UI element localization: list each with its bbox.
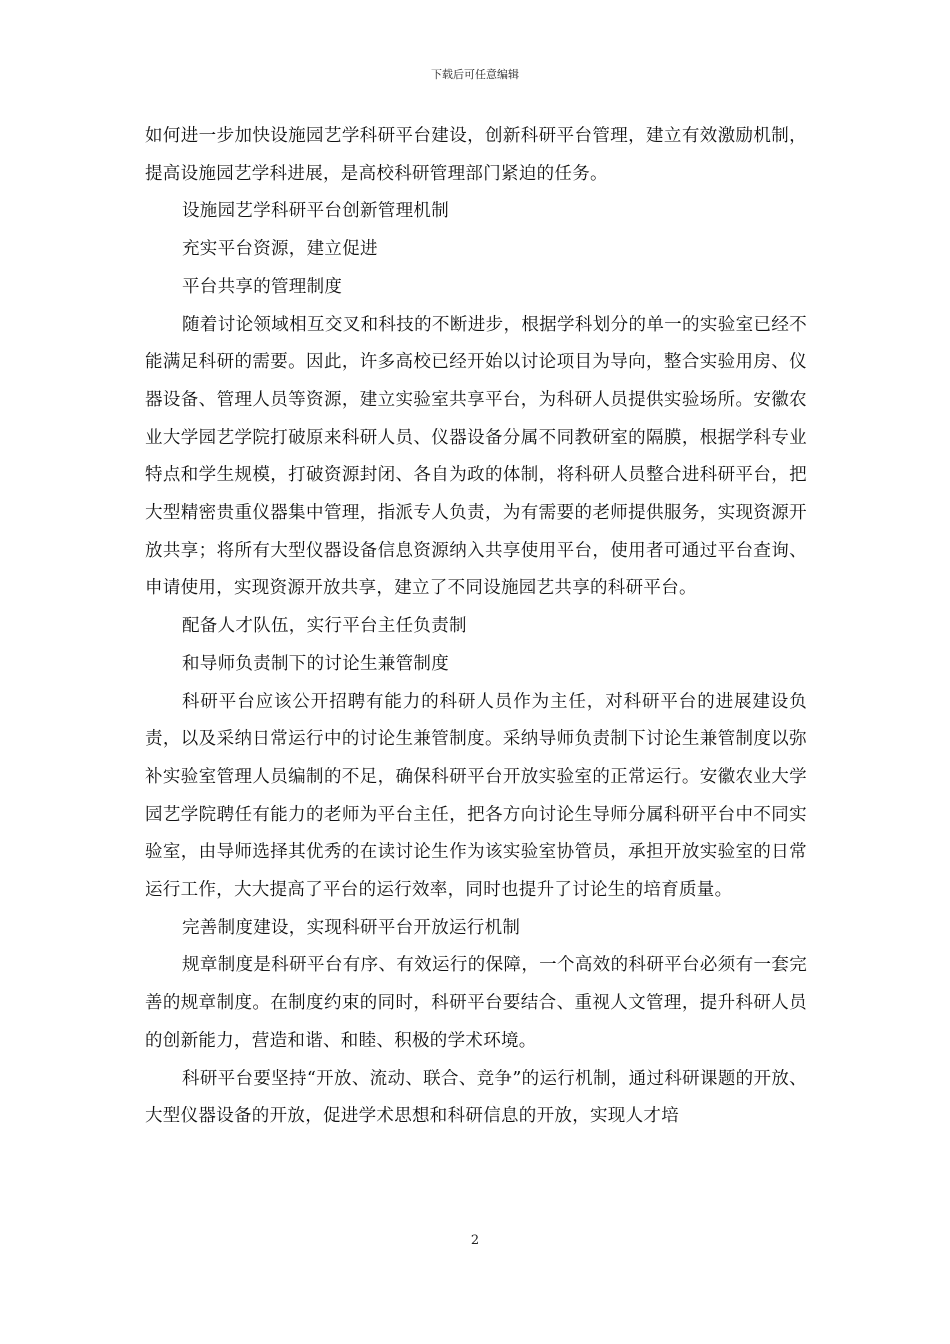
paragraph-open-mechanism: 科研平台要坚持“开放、流动、联合、竞争”的运行机制，通过科研课题的开放、大型仪器设备的开放，促进学术思想和科研信息的开放，实现人才培 bbox=[145, 1068, 807, 1127]
paragraph-intro: 如何进一步加快设施园艺学科研平台建设，创新科研平台管理，建立有效激励机制，提高设施园艺学科进展，是高校科研管理部门紧迫的任务。 bbox=[145, 126, 807, 184]
paragraph-director-system: 科研平台应该公开招聘有能力的科研人员作为主任，对科研平台的进展建设负责，以及采纳日常运行中的讨论生兼管制度。采纳导师负责制下讨论生兼管制度以弥补实验室管理人员编制的不足，确保科研平台开放实验室的正常运行。安徽农业大学园艺学院聘任有能力的老师为平台主任，把各方向讨论生导师分属科研平台中不同实验室，由导师选择其优秀的在读讨论生作为该实验室协管员，承担开放实验室的日常运行工作，大大提高了平台的运行效率，同时也提升了讨论生的培育质量。 bbox=[145, 691, 807, 901]
paragraph-sharing-platform: 随着讨论领域相互交叉和科技的不断进步，根据学科划分的单一的实验室已经不能满足科研的需要。因此，许多高校已经开始以讨论项目为导向，整合实验用房、仪器设备、管理人员等资源，建立实验室共享平台，为科研人员提供实验场所。安徽农业大学园艺学院打破原来科研人员、仪器设备分属不同教研室的隔膜，根据学科专业特点和学生规模，打破资源封闭、各自为政的体制，将科研人员整合进科研平台，把大型精密贵重仪器集中管理，指派专人负责，为有需要的老师提供服务，实现资源开放共享；将所有大型仪器设备信息资源纳入共享使用平台，使用者可通过平台查询、申请使用，实现资源开放共享，建立了不同设施园艺共享的科研平台。 bbox=[145, 314, 807, 599]
page-header: 下载后可任意编辑 bbox=[431, 68, 519, 81]
section-heading-innovation: 设施园艺学科研平台创新管理机制 bbox=[182, 201, 449, 222]
section-heading-resources: 充实平台资源，建立促进 bbox=[182, 239, 378, 260]
section-heading-mentor: 和导师负责制下的讨论生兼管制度 bbox=[182, 653, 449, 674]
paragraph-regulations: 规章制度是科研平台有序、有效运行的保障，一个高效的科研平台必须有一套完善的规章制度。在制度约束的同时，科研平台要结合、重视人文管理，提升科研人员的创新能力，营造和谐、和睦、积极的学术环境。 bbox=[145, 955, 807, 1051]
section-heading-regulations: 完善制度建设，实现科研平台开放运行机制 bbox=[182, 917, 521, 938]
section-heading-talent: 配备人才队伍，实行平台主任负责制 bbox=[182, 616, 467, 637]
page-number: 2 bbox=[470, 1233, 480, 1248]
document-body bbox=[145, 118, 807, 1136]
section-heading-sharing: 平台共享的管理制度 bbox=[182, 276, 343, 297]
